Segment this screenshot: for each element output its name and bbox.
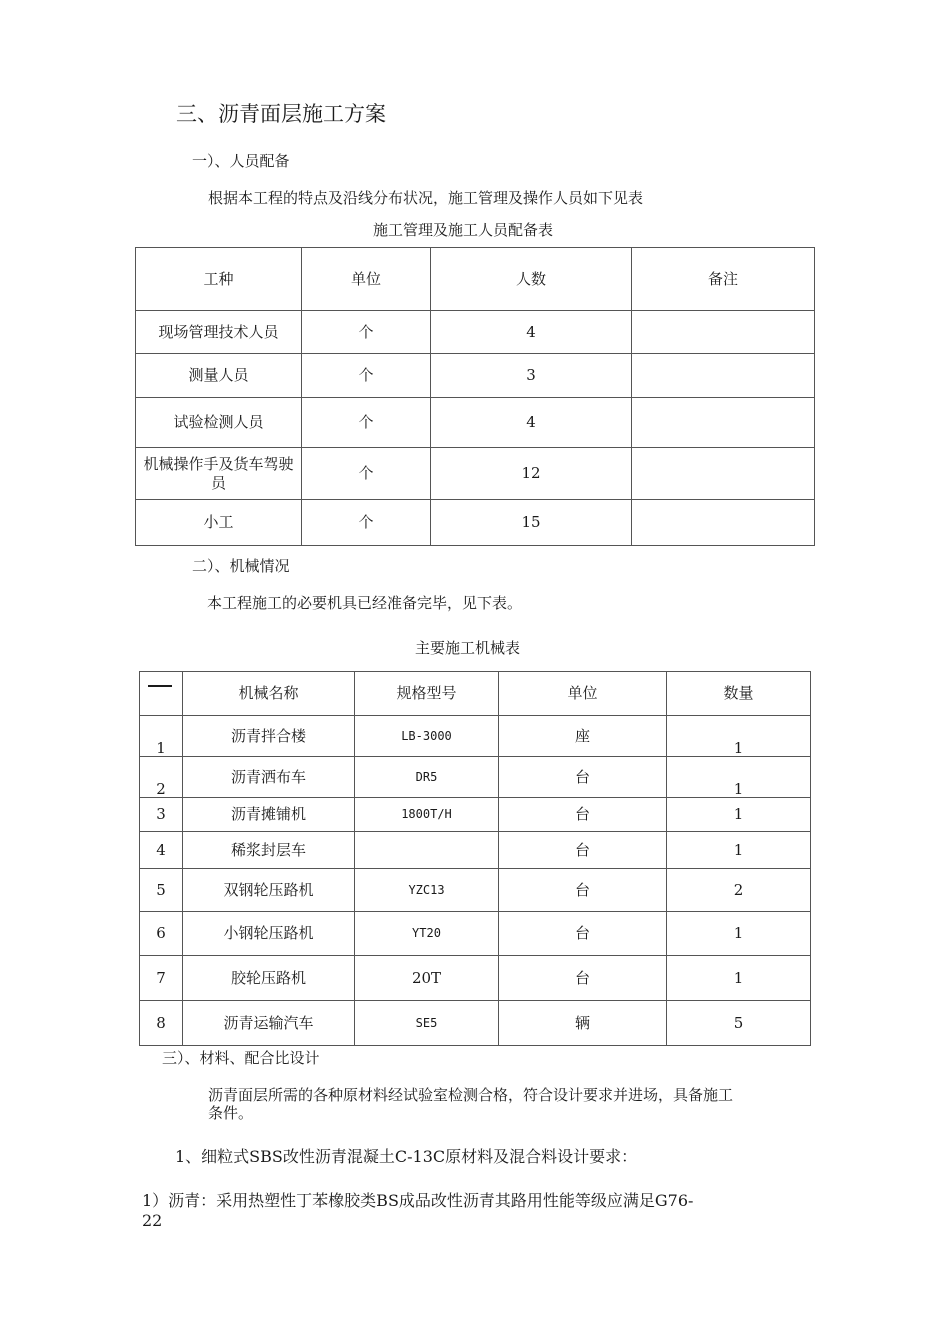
trade-cell: 测量人员 bbox=[136, 354, 302, 398]
header-cell: 机械名称 bbox=[183, 672, 355, 716]
unit-cell: 台 bbox=[499, 869, 667, 912]
table-row bbox=[140, 912, 811, 956]
model-cell: YT20 bbox=[355, 912, 499, 956]
header-cell: 人数 bbox=[431, 248, 632, 311]
index-cell: 8 bbox=[140, 1001, 183, 1046]
machine-name-cell: 小钢轮压路机 bbox=[183, 912, 355, 956]
trade-cell: 机械操作手及货车驾驶员 bbox=[136, 448, 302, 500]
unit-cell: 台 bbox=[499, 912, 667, 956]
table-row bbox=[136, 448, 815, 500]
index-cell: 7 bbox=[140, 956, 183, 1001]
unit-cell: 个 bbox=[302, 354, 431, 398]
unit-cell: 台 bbox=[499, 956, 667, 1001]
index-value: 1 bbox=[156, 739, 166, 757]
count-cell: 15 bbox=[431, 500, 632, 546]
qty-cell: 1 bbox=[667, 798, 811, 832]
unit-cell: 个 bbox=[302, 448, 431, 500]
unit-cell: 辆 bbox=[499, 1001, 667, 1046]
table-row bbox=[136, 354, 815, 398]
header-cell: 数量 bbox=[667, 672, 811, 716]
trade-cell: 现场管理技术人员 bbox=[136, 311, 302, 354]
table-row bbox=[140, 956, 811, 1001]
qty-cell bbox=[667, 716, 811, 757]
model-cell: LB-3000 bbox=[355, 716, 499, 757]
trade-cell: 试验检测人员 bbox=[136, 398, 302, 448]
table-header-row bbox=[136, 248, 815, 311]
table-row bbox=[140, 832, 811, 869]
remark-cell bbox=[632, 448, 815, 500]
personnel-heading: 一）、人员配备 bbox=[192, 152, 290, 170]
index-cell: 5 bbox=[140, 869, 183, 912]
unit-cell: 个 bbox=[302, 398, 431, 448]
qty-cell: 5 bbox=[667, 1001, 811, 1046]
unit-cell: 个 bbox=[302, 311, 431, 354]
table-row bbox=[136, 500, 815, 546]
machine-name-cell: 双钢轮压路机 bbox=[183, 869, 355, 912]
machine-name-cell: 稀浆封层车 bbox=[183, 832, 355, 869]
model-cell bbox=[355, 832, 499, 869]
unit-cell: 台 bbox=[499, 832, 667, 869]
qty-cell bbox=[667, 757, 811, 798]
index-cell: 3 bbox=[140, 798, 183, 832]
machinery-table bbox=[139, 671, 811, 1046]
materials-para-line2: 条件。 bbox=[208, 1104, 254, 1122]
table-row bbox=[136, 398, 815, 448]
machine-name-cell: 沥青拌合楼 bbox=[183, 716, 355, 757]
machinery-heading: 二）、机械情况 bbox=[192, 557, 290, 575]
unit-cell: 台 bbox=[499, 757, 667, 798]
count-cell: 3 bbox=[431, 354, 632, 398]
remark-cell bbox=[632, 398, 815, 448]
table-row bbox=[140, 798, 811, 832]
unit-cell: 台 bbox=[499, 798, 667, 832]
machine-name-cell: 沥青运输汽车 bbox=[183, 1001, 355, 1046]
table-row bbox=[140, 757, 811, 798]
qty-cell: 1 bbox=[667, 956, 811, 1001]
model-cell: YZC13 bbox=[355, 869, 499, 912]
index-header-cell bbox=[140, 672, 183, 716]
unit-cell: 座 bbox=[499, 716, 667, 757]
count-cell: 4 bbox=[431, 311, 632, 354]
item-2-line1: 1）沥青：采用热塑性丁苯橡胶类BS成品改性沥青其路用性能等级应满足G76- bbox=[142, 1191, 694, 1210]
count-cell: 12 bbox=[431, 448, 632, 500]
model-cell: DR5 bbox=[355, 757, 499, 798]
model-cell: 1800T/H bbox=[355, 798, 499, 832]
unit-cell: 个 bbox=[302, 500, 431, 546]
header-cell: 规格型号 bbox=[355, 672, 499, 716]
table-row bbox=[140, 869, 811, 912]
qty-value: 1 bbox=[733, 780, 744, 798]
header-cell: 单位 bbox=[302, 248, 431, 311]
index-cell bbox=[140, 716, 183, 757]
count-cell: 4 bbox=[431, 398, 632, 448]
materials-para-line1: 沥青面层所需的各种原材料经试验室检测合格，符合设计要求并进场，具备施工 bbox=[208, 1086, 734, 1104]
qty-cell: 1 bbox=[667, 912, 811, 956]
index-value: 2 bbox=[156, 780, 166, 798]
remark-cell bbox=[632, 311, 815, 354]
machine-name-cell: 胶轮压路机 bbox=[183, 956, 355, 1001]
personnel-table-title: 施工管理及施工人员配备表 bbox=[373, 221, 554, 239]
remark-cell bbox=[632, 500, 815, 546]
qty-value: 1 bbox=[733, 739, 744, 757]
section-title: 三、沥青面层施工方案 bbox=[176, 102, 386, 126]
item-2-line2: 22 bbox=[142, 1211, 163, 1230]
item-1: 1、细粒式SBS改性沥青混凝土C-13C原材料及混合料设计要求： bbox=[175, 1147, 638, 1166]
model-cell: 20T bbox=[355, 956, 499, 1001]
table-row bbox=[140, 716, 811, 757]
model-cell: SE5 bbox=[355, 1001, 499, 1046]
dash-mark bbox=[148, 685, 172, 687]
machine-name-cell: 沥青洒布车 bbox=[183, 757, 355, 798]
materials-heading: 三）、材料、配合比设计 bbox=[162, 1049, 320, 1067]
qty-cell: 2 bbox=[667, 869, 811, 912]
index-cell bbox=[140, 757, 183, 798]
personnel-intro: 根据本工程的特点及沿线分布状况，施工管理及操作人员如下见表 bbox=[208, 189, 644, 207]
table-row bbox=[140, 1001, 811, 1046]
machinery-intro: 本工程施工的必要机具已经准备完毕，见下表。 bbox=[207, 594, 523, 612]
machine-name-cell: 沥青摊铺机 bbox=[183, 798, 355, 832]
index-cell: 6 bbox=[140, 912, 183, 956]
header-cell: 单位 bbox=[499, 672, 667, 716]
machinery-table-title: 主要施工机械表 bbox=[415, 639, 521, 657]
header-cell: 工种 bbox=[136, 248, 302, 311]
header-cell: 备注 bbox=[632, 248, 815, 311]
table-header-row bbox=[140, 672, 811, 716]
qty-cell: 1 bbox=[667, 832, 811, 869]
table-row bbox=[136, 311, 815, 354]
personnel-table bbox=[135, 247, 815, 546]
trade-cell: 小工 bbox=[136, 500, 302, 546]
remark-cell bbox=[632, 354, 815, 398]
index-cell: 4 bbox=[140, 832, 183, 869]
